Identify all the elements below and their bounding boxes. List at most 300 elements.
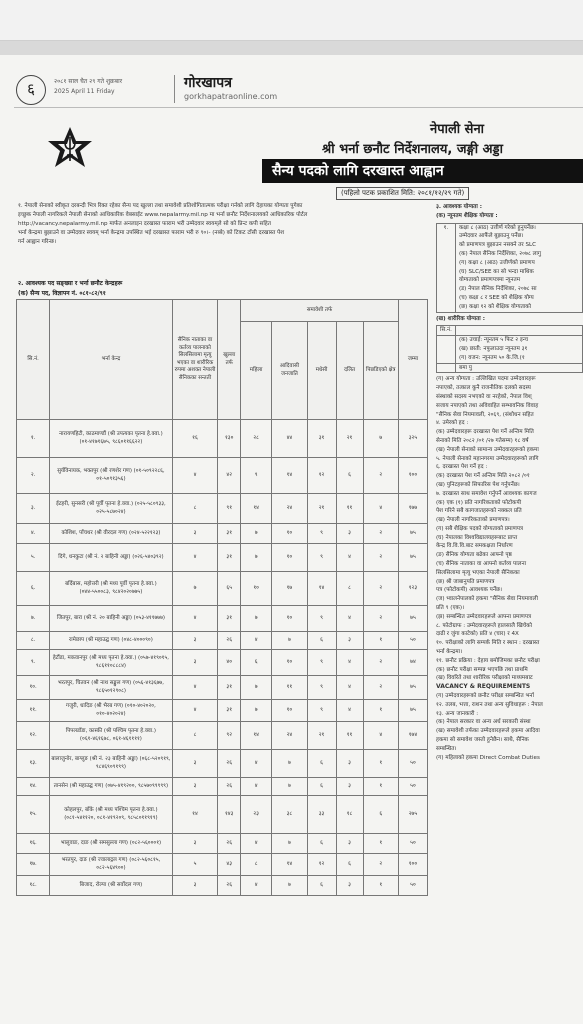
header-center: भर्ना केन्द्र xyxy=(50,300,172,420)
requirement-line: पत्र (फोटोकपी) आवश्यक पर्नेछ। xyxy=(436,587,502,594)
cell-martyr: ७ xyxy=(172,572,218,606)
cell-sn: १५. xyxy=(17,796,50,834)
cell-sn: २. xyxy=(17,458,50,494)
cell-sn: १४. xyxy=(17,778,50,796)
cell-sn: ३. xyxy=(17,494,50,524)
publish-date: (पहिलो पटक प्रकाशित मिति: २०८१/१२/२९ गते) xyxy=(336,187,469,200)
cell-martyr: ३ xyxy=(172,750,218,778)
cell-janajati: ७ xyxy=(272,876,307,896)
table-row xyxy=(17,796,428,834)
cell-backward: २ xyxy=(363,676,398,700)
cell-dalit: ३ xyxy=(336,750,363,778)
cell-women: २८ xyxy=(241,420,272,458)
cell-total: ५० xyxy=(398,778,427,796)
cell-martyr: ४ xyxy=(172,458,218,494)
cell-janajati: ७ xyxy=(272,778,307,796)
table-row xyxy=(17,632,428,650)
table-row xyxy=(17,750,428,778)
cell-total: १०० xyxy=(398,458,427,494)
table-row xyxy=(17,650,428,676)
cell-open: १३० xyxy=(218,420,241,458)
requirement-line: (ख) नेपाली नागरिकताको प्रमाणपत्र। xyxy=(436,517,510,524)
cell-janajati: १० xyxy=(272,524,307,544)
cell-dalit: १८ xyxy=(336,796,363,834)
requirement-line: संस्थाको सदस्य नभएको वा नरहेको, नेपाल विश् xyxy=(436,393,532,400)
requirement-line: ६. दरखास्त पेश गर्ने हद : xyxy=(436,464,488,471)
paper-name: गोरखापत्र xyxy=(184,75,232,91)
table-row xyxy=(17,524,428,544)
cell-dalit: ११ xyxy=(336,494,363,524)
requirement-line: प्रति ९ (एक)। xyxy=(436,605,465,612)
cell-backward: २ xyxy=(363,650,398,676)
cell-madhesi: ३१ xyxy=(307,420,336,458)
cell-women: ७ xyxy=(241,700,272,722)
intro-line: भर्ना केन्द्रमा बुझाउने वा उम्मेदवार स्वयम्‌ भर्ना केन्द्रमा उपस्थित भई दरखास्त फाराम भरी रु ९०।- (नब्बे) को टिकट टाँसी दरखास्त पेश xyxy=(18,230,285,236)
header-martyr-descendants: सैनिक नाताका वा कर्तव्य पालनाको सिलसिलामा मृत्यु भएका वा शारीरिक रुपमा अशक्त नेपाली सैनिकका सन्तती xyxy=(172,300,218,420)
cell-sn: ६. xyxy=(17,572,50,606)
table-row xyxy=(17,420,428,458)
cell-backward: १ xyxy=(363,876,398,896)
cell-center: सुर्यविनायक, भक्तपुर (श्री रणशेर गण) (०१-५०९२२८६, ०१-५०९१३५६) xyxy=(50,458,172,494)
cell-total: ७५ xyxy=(398,524,427,544)
cell-center: पिपलडाँडा, कास्की (श्री पश्चिम पृतना हे.क्वा.) (०६१-४६१६७८, ०६१-४६११११) xyxy=(50,722,172,750)
cell-martyr: ४ xyxy=(172,544,218,572)
intro-line: http://vacancy.nepalarmy.mil.np मार्फत अनलाइन दरखास्त फाराम भरी उम्मेदवार स्वयम्‌ले सो को प्रिन्ट कपी सहित xyxy=(18,221,271,227)
cell-madhesi: ६ xyxy=(307,834,336,854)
cell-women: ४ xyxy=(241,834,272,854)
cell-janajati: १० xyxy=(272,544,307,572)
issue-date xyxy=(54,77,122,97)
vacancy-table xyxy=(16,299,428,896)
table-row xyxy=(17,854,428,876)
vacancy-requirements-heading: VACANCY & REQUIREMENTS xyxy=(436,683,531,691)
cell-total: १७४ xyxy=(398,722,427,750)
cell-dalit: ३ xyxy=(336,876,363,896)
cell-total: ७५ xyxy=(398,700,427,722)
requirement-line: (ग) उम्मेदवारहरूको छनौट परीक्षा सम्बन्धित भर्ना xyxy=(436,693,534,700)
cell-martyr: ३ xyxy=(172,650,218,676)
education-line: (ड) नेपाल सैनिक निर्देशिका, २०७८ सा xyxy=(459,286,537,293)
requirement-line: (ख) नेपाली सेनाको सामान्य उम्मेदवारहरूको हकमा xyxy=(436,446,539,453)
organization-name: नेपाली सेना xyxy=(430,122,485,137)
cell-dalit: ३ xyxy=(336,778,363,796)
cell-backward: २ xyxy=(363,524,398,544)
physical-line: (ख) छाती: नफुलाउदा न्यूनतम ३१ xyxy=(459,345,528,352)
cell-open: ३१ xyxy=(218,606,241,632)
cell-center: ईटहरी, सुनसरी (श्री पूर्वी पृतना हे.क्वा.) (०२५-५८०९३३, ०२५-५८७०२४) xyxy=(50,494,172,524)
cell-janajati: १४ xyxy=(272,854,307,876)
cell-dalit: ४ xyxy=(336,650,363,676)
requirement-line: (ग) सबै शैक्षिक पदको योग्यताको प्रमाणपत्र xyxy=(436,525,524,532)
cell-janajati: २४ xyxy=(272,494,307,524)
requirement-line: (च) सैनिक नाताका वा आफ्नो कर्तव्य पालना xyxy=(436,561,527,568)
requirement-line: ५. नेपाली सेनाको महानगरमा उम्मेदवारहरूको लागि xyxy=(436,455,539,462)
intro-paragraph xyxy=(18,202,426,247)
cell-total: १०० xyxy=(398,854,427,876)
requirement-line: १३. अन्य जानकारी : xyxy=(436,710,479,717)
physical-lines xyxy=(456,336,582,362)
browser-top-bar xyxy=(0,0,583,41)
cell-martyr: १६ xyxy=(172,420,218,458)
physical-line: (ग) वजन: न्यूनतम ५० के.जि.(१ xyxy=(459,354,525,361)
cell-open: ३१ xyxy=(218,676,241,700)
cell-sn: ५. xyxy=(17,544,50,572)
cell-martyr: ३ xyxy=(172,778,218,796)
cell-janajati: २४ xyxy=(272,722,307,750)
cell-backward: १ xyxy=(363,700,398,722)
cell-dalit: ६ xyxy=(336,458,363,494)
requirement-line: (ख) समावेशी तर्फका उम्मेदवारहरूले हकमा आदिवा xyxy=(436,728,540,735)
cell-women: १४ xyxy=(241,722,272,750)
header-total: जम्मा xyxy=(398,300,427,420)
cell-martyr: ३ xyxy=(172,834,218,854)
cell-madhesi: १२ xyxy=(307,458,336,494)
header-dalit: दलित xyxy=(336,322,363,420)
cell-martyr: ४ xyxy=(172,676,218,700)
requirement-line: सिलसिलामा मृत्यु भएका नेपाली सैनिकका xyxy=(436,569,520,576)
cell-women: १४ xyxy=(241,494,272,524)
cell-janajati: ७ xyxy=(272,750,307,778)
cell-center: जितपुर, बारा (श्री नं. २० बाहिनी अड्डा) (०५३-४११७७७) xyxy=(50,606,172,632)
cell-total: २७५ xyxy=(398,796,427,834)
requirement-line: (ङ) सैनिक योग्यता बढेका आफ्नो पृष्ठ xyxy=(436,552,512,559)
requirement-line: नपाएको, तत्काल कुनै राजनीतिक दलको सदस्य xyxy=(436,385,531,392)
cell-women: ४ xyxy=(241,632,272,650)
cell-total: ७५ xyxy=(398,676,427,700)
cell-sn: १. xyxy=(17,420,50,458)
notice-title-banner: सैन्य पदको लागि दरखास्त आह्वान xyxy=(262,159,583,183)
cell-center: रामेछाप (श्री महाउद्घ गण) (०४८-४०००९०) xyxy=(50,632,172,650)
cell-center: भरतपुर, चितवन (श्री नाथ सङ्कुल गण) (०५६-४१३६७७, ९८६५०१२९०८) xyxy=(50,676,172,700)
cell-madhesi: ६ xyxy=(307,750,336,778)
table-row xyxy=(17,572,428,606)
date-nepali: २०८१ साल चैत २९ गते शुक्रबार xyxy=(54,78,123,85)
education-heading: (क) न्यूनतम शैक्षिक योग्यता : xyxy=(436,212,498,219)
table-row xyxy=(17,722,428,750)
requirement-line: ४. उमेरको हद : xyxy=(436,420,469,427)
intro-line: इच्छुक नेपाली नागरिकले नेपाली सेनाको आधिकारिक वेबसाईट www.nepalarmy.mil.np मा भर्ना छनौट निर्देशनालयको आधिकारिक पोर्टल xyxy=(18,212,308,218)
table-body xyxy=(17,420,428,896)
table-row xyxy=(17,494,428,524)
cell-janajati: १० xyxy=(272,700,307,722)
cell-madhesi: २१ xyxy=(307,722,336,750)
cell-center: नारायणहिटी, काठमाण्डौं (श्री उपत्यका पृतना हे.क्वा.) (०१-४१७१६७५, ९८६०११६६२२) xyxy=(50,420,172,458)
page-number: ६ xyxy=(16,75,46,105)
requirement-line: केन्द्र वि.वि.वि.बाट समकक्षता निर्धारण xyxy=(436,543,513,550)
table-row xyxy=(17,544,428,572)
education-line: उम्मेदवार आफैंले बुझाउनु पर्नेछ। xyxy=(459,233,524,240)
education-line: (छ) कक्षा १२ को शैक्षिक योग्यताको xyxy=(459,303,531,310)
cell-open: ४२ xyxy=(218,458,241,494)
cell-total: ५० xyxy=(398,876,427,896)
cell-open: ९२ xyxy=(218,722,241,750)
cell-janajati: ११ xyxy=(272,676,307,700)
cell-open: ३१ xyxy=(218,700,241,722)
cell-martyr: ३ xyxy=(172,524,218,544)
cell-center: बिजाद, रोल्पा (श्री सर्वोदल गण) xyxy=(50,876,172,896)
cell-madhesi: ९ xyxy=(307,524,336,544)
cell-martyr: ४ xyxy=(172,606,218,632)
cell-open: १४३ xyxy=(218,796,241,834)
cell-madhesi: ९ xyxy=(307,650,336,676)
cell-women: ७ xyxy=(241,606,272,632)
requirement-line: (ख) पुनिटहरूको सिफारिस पेश गर्नुपर्नेछ। xyxy=(436,481,520,488)
cell-center: दिगे, धनकुटा (श्री नं. २ बाहिनी अड्डा) (०२६-५४०३९२) xyxy=(50,544,172,572)
newspaper-masthead xyxy=(14,73,583,108)
cell-center: कोशिश, पाँचथर (श्री वीरदल गण) (०२४-५२२१२३) xyxy=(50,524,172,544)
cell-total: ५० xyxy=(398,834,427,854)
cell-dalit: ३ xyxy=(336,524,363,544)
paper-website: gorkhapatraonline.com xyxy=(184,92,278,101)
cell-janajati: १४ xyxy=(272,458,307,494)
cell-madhesi: १४ xyxy=(307,572,336,606)
cell-center: गजुरी, धादिङ (श्री भैरब गण) (०१०-४०२०२०, ०१०-४०२०२४) xyxy=(50,700,172,722)
education-line: को प्रमाणपत्र बुझाउन नसक्ने तर SLC xyxy=(459,242,537,249)
intro-line: १. नेपाली सेनाको स्वीकृत दरबन्दी भित्र रिक्त रहेका सैन्य पद खुल्ला तथा समावेशी प्रतिशोगितात्मक परीक्षा गर्नको लागि देहायका योग्यता पुगेका xyxy=(18,203,303,209)
cell-backward: १ xyxy=(363,834,398,854)
table-row xyxy=(17,458,428,494)
table-row xyxy=(17,834,428,854)
cell-open: ६५ xyxy=(218,572,241,606)
header-janajati: आदिवासी जनजाति xyxy=(272,322,307,420)
cell-madhesi: ९ xyxy=(307,700,336,722)
requirement-line: (क) नेपाल सरकार वा अन्य अर्ध सरकारी संस्था xyxy=(436,719,531,726)
cell-total: ७५ xyxy=(398,544,427,572)
requirement-line: सजाय नपाएको तथा अविवाहित सम्भावनिक विवाह xyxy=(436,402,539,409)
requirements-lines xyxy=(436,375,583,683)
requirement-line: (घ) नेपालका विश्वविद्यालयहरूबाट प्राप्त xyxy=(436,534,518,541)
requirements-heading: ३. आवश्यक योग्यता : xyxy=(436,204,483,210)
cell-center: हेटौंडा, मकवानपुर (श्री मध्य पृतना हे.क्वा.) (०५७-४१९०१५, ९८६११०८८८४) xyxy=(50,650,172,676)
cell-open: ३१ xyxy=(218,544,241,572)
table-row xyxy=(17,606,428,632)
cell-martyr: ८ xyxy=(172,722,218,750)
cell-sn: १६. xyxy=(17,834,50,854)
requirement-line: १०. परीक्षाको लागि सम्पर्क मिति र स्थान : दरखास्त xyxy=(436,640,540,647)
cell-total: ५० xyxy=(398,750,427,778)
cell-open: २६ xyxy=(218,834,241,854)
education-line: योग्यताको प्रमाणपत्रमा न्यूनतम xyxy=(459,277,521,284)
cell-martyr: ३ xyxy=(172,876,218,896)
cell-dalit: ३ xyxy=(336,834,363,854)
cell-open: ४० xyxy=(218,650,241,676)
cell-madhesi: ६ xyxy=(307,632,336,650)
header-inclusive: समावेशी तर्फ xyxy=(241,300,399,322)
physical-line: (क) उचाई: न्यूनतम ५ फिट २ इन्च xyxy=(459,337,529,344)
cell-women: ४ xyxy=(241,750,272,778)
table-row xyxy=(17,876,428,896)
cell-women: ९ xyxy=(241,458,272,494)
cell-dalit: ११ xyxy=(336,722,363,750)
cell-backward: २ xyxy=(363,572,398,606)
cell-women: ४ xyxy=(241,876,272,896)
cell-martyr: ४ xyxy=(172,700,218,722)
cell-open: ९१ xyxy=(218,494,241,524)
requirement-line: (क) दरखास्त पेश गर्ने अन्तिम मिति २०८२ /०१ xyxy=(436,473,530,480)
cell-dalit: ४ xyxy=(336,606,363,632)
cell-center: भालुवाङ, दाङ (श्री समसुल्ला गण) (०८२-५६०००१) xyxy=(50,834,172,854)
requirement-line: "सैनिक सेवा नियमावली, २०६९, (संशोधन सहित xyxy=(436,411,534,418)
cell-open: २६ xyxy=(218,632,241,650)
physical-last: बमा पु xyxy=(459,364,472,371)
cell-women: ४ xyxy=(241,778,272,796)
education-lines xyxy=(456,224,582,312)
requirement-line: ८. फोटोग्राफ : उम्मेदवारहरूले हालसालै खिचेको xyxy=(436,622,532,629)
cell-madhesi: १२ xyxy=(307,854,336,876)
physical-sn-header: सि.नं. xyxy=(437,326,456,335)
requirement-line: ११. छनौट प्रक्रिया : देहाय बमोजिमका छनौट परीक्षा xyxy=(436,657,540,664)
cell-open: २६ xyxy=(218,750,241,778)
date-english: 2025 April 11 Friday xyxy=(54,88,115,95)
cell-madhesi: ९ xyxy=(307,544,336,572)
cell-dalit: ३ xyxy=(336,632,363,650)
requirement-line: पेश गरिने सबै कागजातहरूको नक्कल प्रति xyxy=(436,508,522,515)
requirement-line: (ग) महिलाको हकमा Direct Combat Duties xyxy=(436,754,540,761)
header-madhesi: मधेसी xyxy=(307,322,336,420)
cell-open: २६ xyxy=(218,876,241,896)
cell-sn: ७. xyxy=(17,606,50,632)
requirement-line: १२. तलब, भत्ता, राशन तथा अन्य सुविधाहरू : नेपाल xyxy=(436,701,543,708)
requirement-line: (ख) विवरिते तथा शारीरिक परीक्षाको माध्यमबाट xyxy=(436,675,533,682)
education-line: (घ) SLC/SEE का सो भन्दा माथिक xyxy=(459,268,534,275)
cell-backward: ६ xyxy=(363,796,398,834)
cell-dalit: ८ xyxy=(336,572,363,606)
cell-janajati: १० xyxy=(272,650,307,676)
cell-women: ७ xyxy=(241,524,272,544)
cell-backward: १ xyxy=(363,750,398,778)
cell-janajati: ४४ xyxy=(272,420,307,458)
education-sn: १. xyxy=(437,224,456,312)
cell-center: तानसेन (श्री महाउद्घ गण) (०७५-४१९२००, ९८५७०९९९९९) xyxy=(50,778,172,796)
nepal-army-emblem-icon xyxy=(44,125,96,181)
masthead-divider xyxy=(174,75,175,103)
cell-janajati: १० xyxy=(272,606,307,632)
cell-madhesi: ९ xyxy=(307,606,336,632)
cell-center: भरतपुर, दाङ (श्री ज्वालाद्गल गण) (०८२-५६०८१५, ०८२-५६४९००) xyxy=(50,854,172,876)
cell-sn: १७. xyxy=(17,854,50,876)
header-backward-region: पिछडिएको क्षेत्र xyxy=(363,322,398,420)
cell-dalit: २१ xyxy=(336,420,363,458)
education-line: (ग) कक्षा ८ (आठ) उत्तीर्णको प्रमाणप xyxy=(459,259,535,266)
cell-total: ७४ xyxy=(398,650,427,676)
requirement-line: हकमा सो समावेश जस्तो हुनेछैन। साथै, सैनिक xyxy=(436,737,529,744)
cell-backward: २ xyxy=(363,458,398,494)
header-women: महिला xyxy=(241,322,272,420)
requirement-line: सेनाको मिति २०८२ /०१ /२७ गतेसम्म) १८ वर्ष xyxy=(436,437,529,444)
cell-center: बालाजुनोर, बाग्लुङ (श्री नं. २३ बाहिनी अड्डा) (०६८-५२०९१९, ९८४६९०९१९९) xyxy=(50,750,172,778)
requirement-line: सम्बन्धित। xyxy=(436,745,457,752)
cell-sn: ११. xyxy=(17,700,50,722)
cell-madhesi: ६ xyxy=(307,876,336,896)
section-2-heading: २. आवश्यक पद सङ्ख्या र भर्ना छनौट केन्द्रहरू xyxy=(18,280,123,287)
requirement-line: दाढी र जुंगा काटेको) प्रति ४ (चार) र 4X xyxy=(436,631,519,638)
cell-center: कोहलपुर, बाँके (श्री मध्य पश्चिम पृतना हे.क्वा.) (०८१-५४११२०, ०८१-४१९२०९, ९८५८०११९१९) xyxy=(50,796,172,834)
table-row xyxy=(17,700,428,722)
cell-women: २३ xyxy=(241,796,272,834)
cell-janajati: ३८ xyxy=(272,796,307,834)
physical-heading: (ख) शारीरिक योग्यता : xyxy=(436,315,485,322)
cell-women: ८ xyxy=(241,854,272,876)
cell-open: ३१ xyxy=(218,524,241,544)
cell-women: ६ xyxy=(241,650,272,676)
requirement-line: (छ) श्री जाबानुपति प्रमाणपत्र xyxy=(436,578,495,585)
cell-martyr: ५ xyxy=(172,854,218,876)
requirement-line: (क) एक (१) प्रति नागरिकताको फोटोकपी xyxy=(436,499,522,506)
cell-open: ४३ xyxy=(218,854,241,876)
requirement-line: (ज) भ्वालनेपालको हकमा "सैनिक सेवा नियमावली xyxy=(436,596,538,603)
cell-women: १० xyxy=(241,572,272,606)
cell-dalit: ४ xyxy=(336,700,363,722)
cell-madhesi: ९ xyxy=(307,676,336,700)
physical-box xyxy=(436,325,583,373)
header-sn: सि.नं. xyxy=(17,300,50,420)
cell-janajati: ७ xyxy=(272,834,307,854)
cell-sn: १०. xyxy=(17,676,50,700)
intro-line: गर्न आह्वान गरिन्छ। xyxy=(18,239,57,245)
cell-dalit: ४ xyxy=(336,544,363,572)
cell-backward: २ xyxy=(363,606,398,632)
cell-backward: २ xyxy=(363,544,398,572)
table-row xyxy=(17,676,428,700)
header-open: खुल्ला तर्फ xyxy=(218,300,241,420)
cell-backward: १ xyxy=(363,778,398,796)
cell-dalit: ६ xyxy=(336,854,363,876)
cell-martyr: १४ xyxy=(172,796,218,834)
requirements-lines-2 xyxy=(436,692,583,762)
cell-women: ७ xyxy=(241,676,272,700)
cell-martyr: ३ xyxy=(172,632,218,650)
requirement-line: (झ) सम्बन्धित उम्मेदवारहरूले आफ्ना प्रमाणपत्र xyxy=(436,613,532,620)
requirement-line: (क) उम्मेदवारहरू दरखास्त पेश गर्ने अन्तिम मिति xyxy=(436,429,534,436)
cell-madhesi: २१ xyxy=(307,494,336,524)
cell-total: ५० xyxy=(398,632,427,650)
cell-open: २६ xyxy=(218,778,241,796)
cell-sn: ४. xyxy=(17,524,50,544)
cell-women: ७ xyxy=(241,544,272,572)
cell-backward: ४ xyxy=(363,722,398,750)
education-box xyxy=(436,223,583,313)
cell-total: ३२५ xyxy=(398,420,427,458)
cell-backward: २ xyxy=(363,854,398,876)
cell-sn: १८. xyxy=(17,876,50,896)
cell-madhesi: ६ xyxy=(307,778,336,796)
requirement-line: भर्ना केन्द्रमा। xyxy=(436,649,463,656)
newspaper-page xyxy=(0,55,583,1024)
requirement-line: ७. दरखास्त साथ समावेश गर्नुपर्ने आवश्यक कागज xyxy=(436,490,537,497)
cell-janajati: ७ xyxy=(272,632,307,650)
cell-total: १२३ xyxy=(398,572,427,606)
cell-martyr: ८ xyxy=(172,494,218,524)
cell-sn: १२. xyxy=(17,722,50,750)
cell-center: बर्दिबास, महोत्तरी (श्री मध्य पूर्वी पृतना हे.क्वा.) (०४४-५५००८३, ९८४२०२०७७५) xyxy=(50,572,172,606)
cell-backward: ७ xyxy=(363,420,398,458)
cell-backward: १ xyxy=(363,632,398,650)
cell-dalit: ४ xyxy=(336,676,363,700)
education-line: (च) कक्षा ८ र SEE को शैक्षिक योग्य xyxy=(459,294,534,301)
cell-janajati: १७ xyxy=(272,572,307,606)
directorate-name: श्री भर्ना छनौट निर्देशनालय, जङ्गी अड्डा xyxy=(322,142,503,157)
cell-total: १७७ xyxy=(398,494,427,524)
subsection-heading: (क) सैन्य पद, विज्ञापन नं. ०८१-८२/९१ xyxy=(18,290,106,297)
requirements-column xyxy=(436,203,583,762)
education-line: (क) नेपाल सैनिक निर्देशिका, २०७८ लागु xyxy=(459,250,542,257)
requirement-line: (ग) अन्य योग्यता : उल्लिखित पदमा उम्मेदवारहरू xyxy=(436,376,536,383)
education-line: कक्षा ८ (आठ) उत्तीर्ण गरेको हुनुपर्नेछ। xyxy=(459,224,536,231)
cell-madhesi: ३३ xyxy=(307,796,336,834)
requirement-line: (क) छनौट परीक्षा सम्पन्न भएपछि तथा प्राथमि xyxy=(436,666,528,673)
table-row xyxy=(17,778,428,796)
cell-sn: ९. xyxy=(17,650,50,676)
